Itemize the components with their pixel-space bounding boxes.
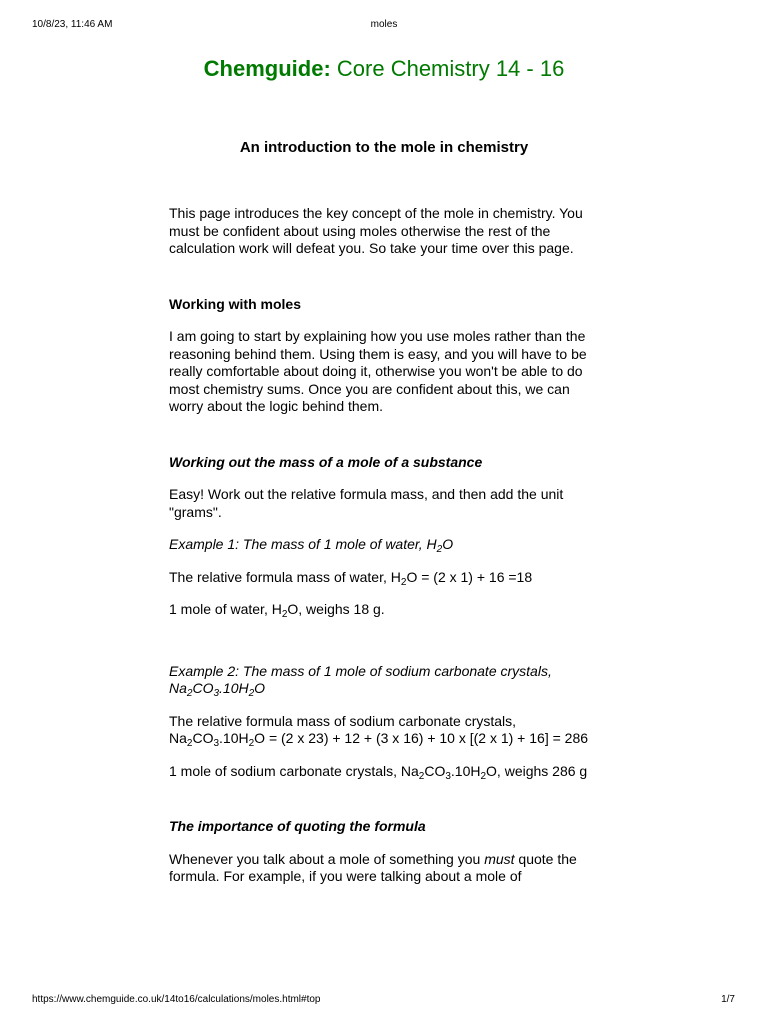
site-brand: Chemguide: [203,56,331,81]
intro-paragraph: This page introduces the key concept of the mole in chemistry. You must be confident about using moles otherwise the rest of the calculation work will defeat you. So take your time over this page. [169,205,583,256]
site-subtitle: Core Chemistry 14 - 16 [336,56,565,81]
example1-formula-mass: The relative formula mass of water, $H_2O = (2$ x 1) + 16 =18 [169,568,533,588]
site-title [0,55,768,83]
article-content [169,205,605,886]
formula-paragraph: Whenever you talk about a mole of something you must quote the formula. For example, if you were talking about a mole of [169,850,577,884]
heading-quoting-formula: The importance of quoting the formula [169,818,426,834]
print-footer [32,994,736,1008]
example2-result: 1 mole of sodium carbonate crystals, $Na_2CO_3.10H_2O$, weighs 286 g [169,762,588,782]
print-datetime: 10/8/23, 11:46 AM [32,19,113,30]
example1-title: Example 1: The mass of 1 mole of water, $H_2O$ [169,536,454,555]
example1-result: 1 mole of water, $H_2O$, weighs 18 g. [169,601,385,620]
print-document-title: moles [370,19,398,30]
print-page-number: 1/7 [721,994,735,1005]
print-url: https://www.chemguide.co.uk/14to16/calculations/moles.html#top [32,994,321,1005]
heading-mass-of-mole: Working out the mass of a mole of a substance [169,453,483,470]
example2-title: Example 2: The mass of 1 mole of sodium carbonate crystals, $Na_2CO_3.10H_2O$ [169,662,552,699]
print-header [32,19,736,33]
page-title: An introduction to the mole in chemistry [239,139,529,156]
example2-formula-mass: The relative formula mass of sodium carbonate crystals, $Na_2CO_3.10H_2O = (2$ x 23) + 12 + (3 x 16) + 10 x [(2 x 1) + 16] = 286 [169,712,589,749]
working-paragraph: I am going to start by explaining how you use moles rather than the reasoning behind them. Using them is easy, and you will have to be really comfortable about doing it, otherwise you won't be able to do most chemistry sums. Once you are confident about this, we can worry about the logic behind them. [169,328,587,414]
mass-paragraph: Easy! Work out the relative formula mass, and then add the unit "grams". [169,486,564,520]
heading-working-with-moles: Working with moles [169,295,301,312]
